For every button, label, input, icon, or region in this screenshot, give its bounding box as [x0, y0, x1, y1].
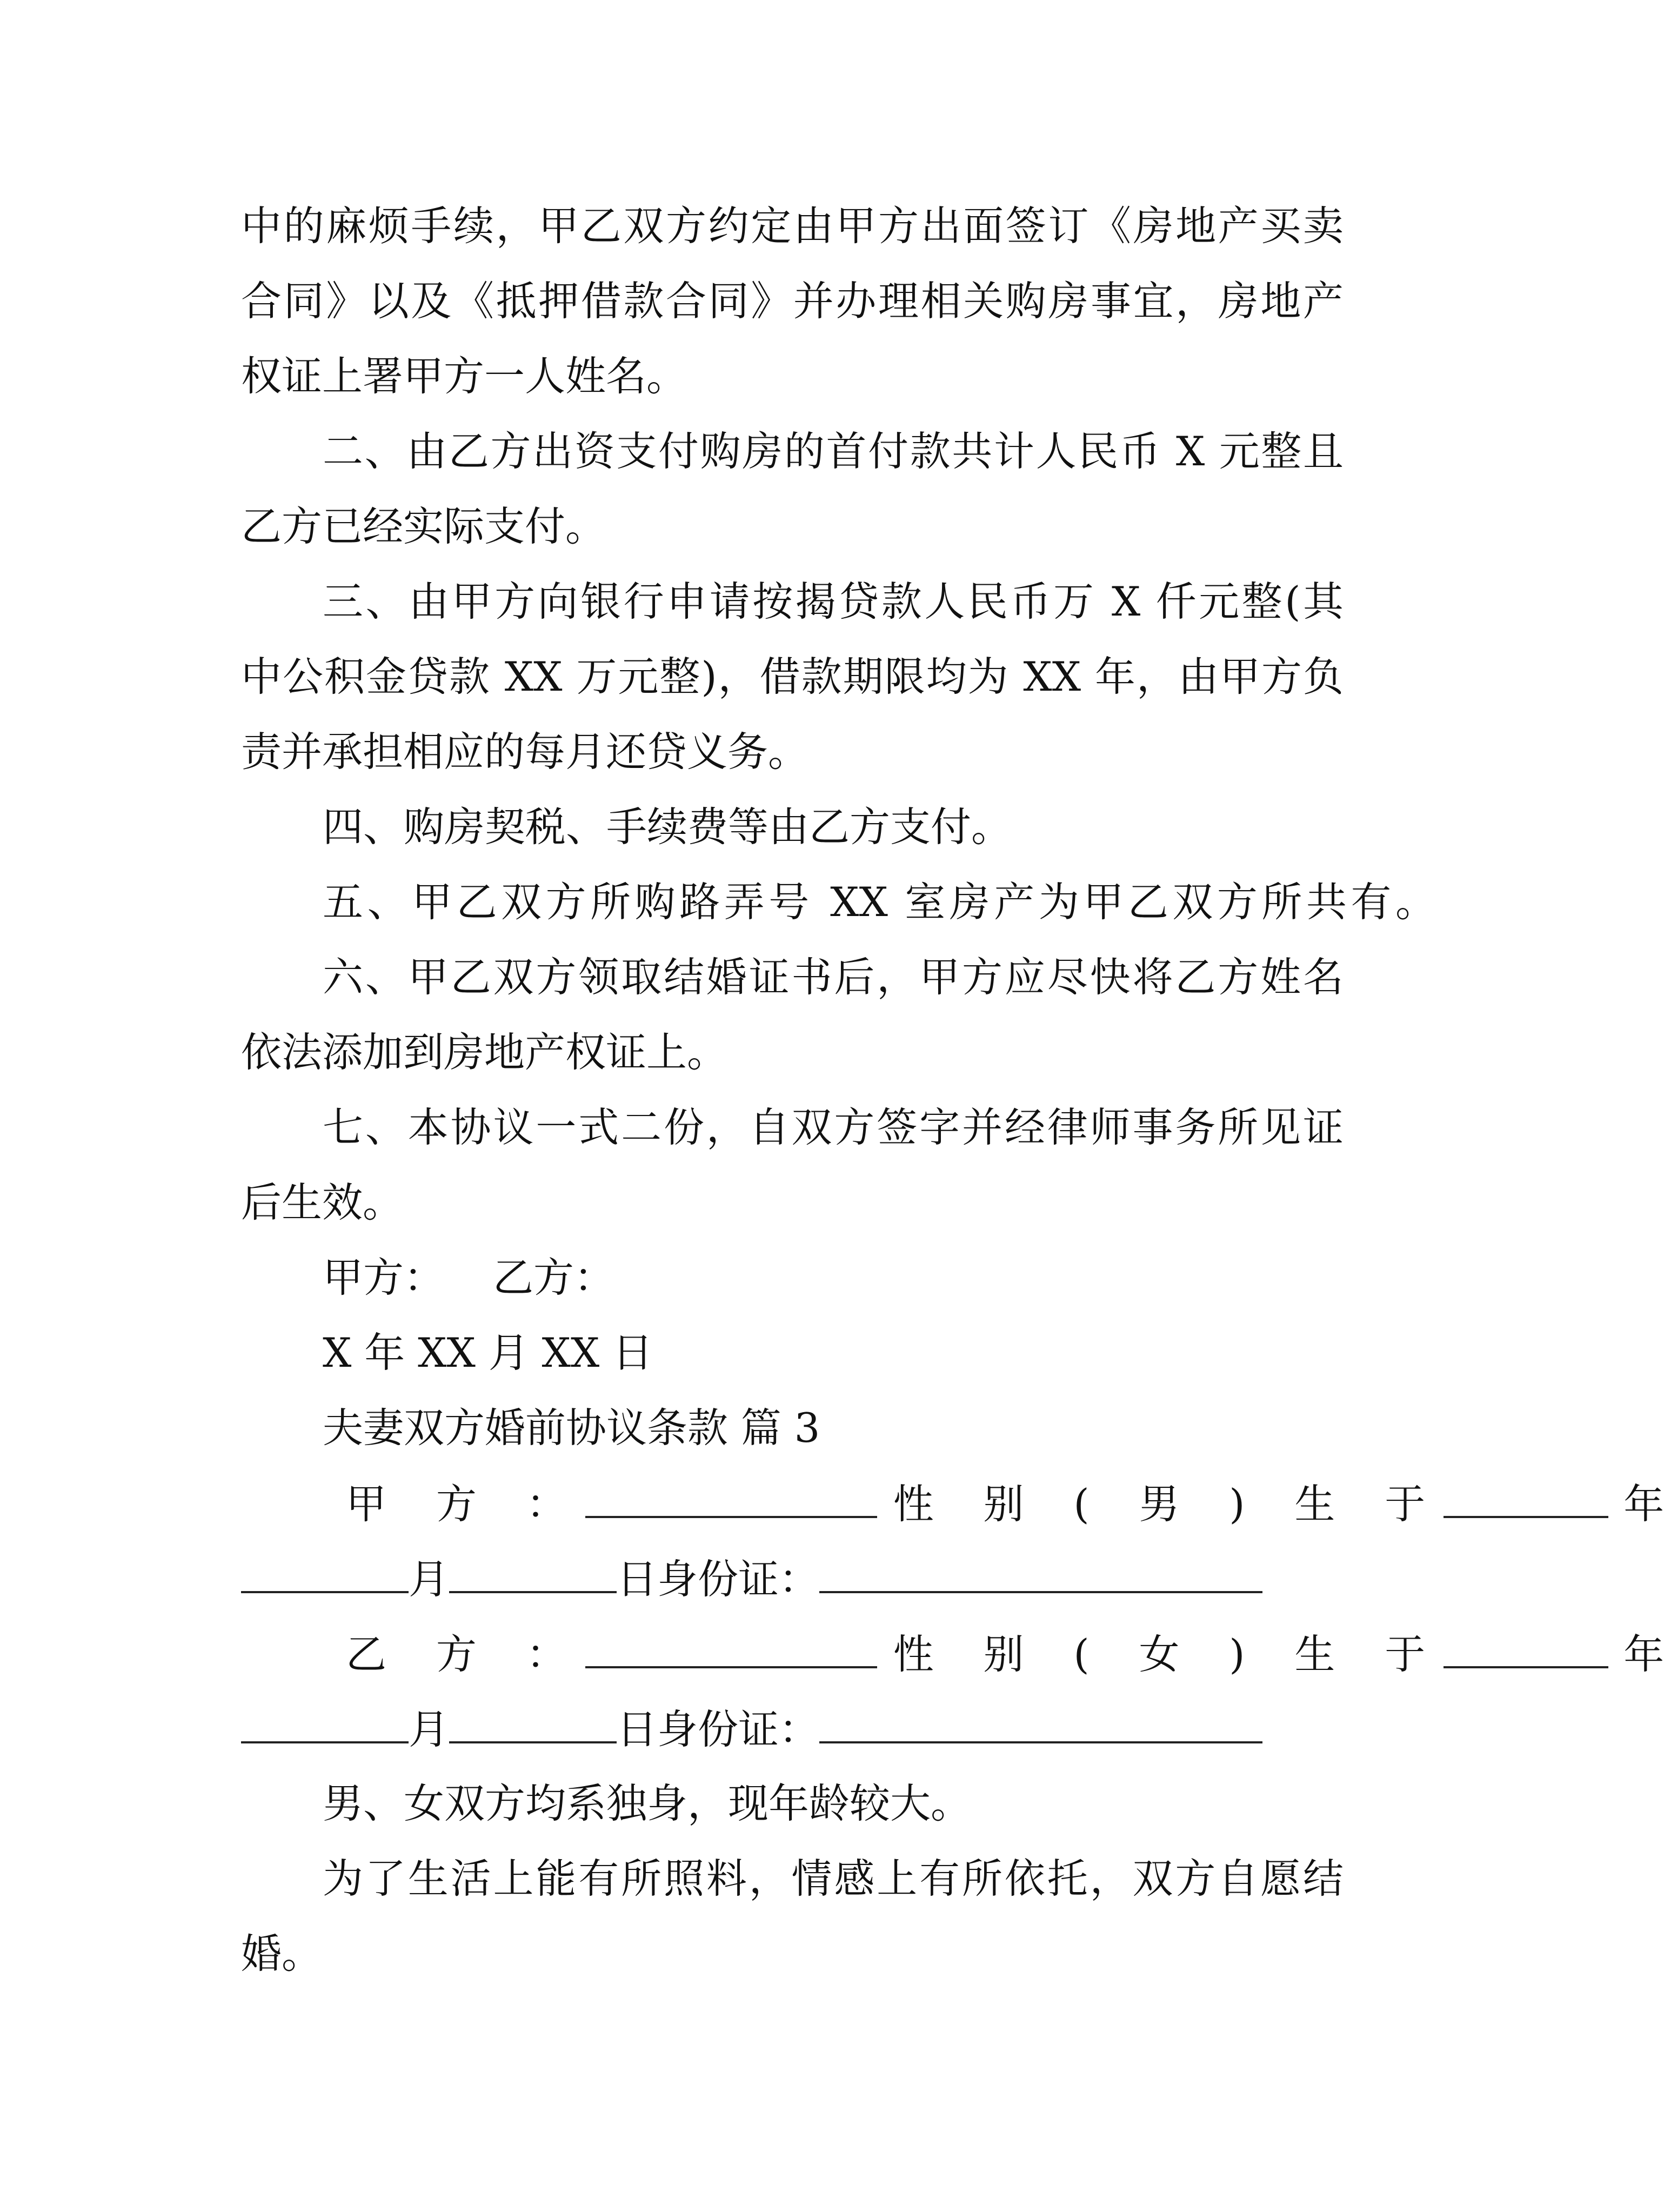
clause-7-line-1: 七、本协议一式二份，自双方签字并经律师事务所见证: [323, 1104, 1344, 1151]
party-b-gender-birth: 性 别 ( 女 ) 生 于: [893, 1630, 1444, 1678]
party-b-day-blank: [449, 1701, 617, 1743]
body-line-2: 合同》以及《抵押借款合同》并办理相关购房事宜，房地产: [241, 277, 1344, 325]
clause-3-line-1: 三、由甲方向银行申请按揭贷款人民币万 X 仟元整(其: [323, 578, 1344, 625]
body-line-3: 权证上署甲方一人姓名。: [241, 352, 687, 400]
section-title: 夫妻双方婚前协议条款 篇 3: [323, 1404, 820, 1452]
party-a-sign-label: 甲方：: [323, 1254, 445, 1301]
party-a-day-id-label: 日身份证：: [617, 1555, 820, 1603]
clause-3-line-3: 责并承担相应的每月还贷义务。: [241, 728, 809, 776]
party-a-month-label: 月: [409, 1555, 450, 1603]
party-b-year-label: 年: [1623, 1630, 1664, 1678]
party-b-sign-label: 乙方：: [493, 1254, 615, 1301]
clause-3-line-2: 中公积金贷款 XX 万元整)，借款期限均为 XX 年，由甲方负: [241, 653, 1344, 700]
party-b-month-blank: [241, 1701, 409, 1743]
party-a-year-blank: [1444, 1476, 1608, 1518]
party-a-day-blank: [449, 1551, 617, 1593]
clause-6-line-1: 六、甲乙双方领取结婚证书后，甲方应尽快将乙方姓名: [323, 953, 1344, 1001]
party-a-month-blank: [241, 1551, 409, 1593]
party-a-id-line: [241, 1551, 1262, 1606]
clause-7-line-2: 后生效。: [241, 1179, 404, 1226]
party-a-gender-birth: 性 别 ( 男 ) 生 于: [893, 1480, 1444, 1528]
party-a-label: 甲 方 ：: [346, 1480, 585, 1528]
clause-4: 四、购房契税、手续费等由乙方支付。: [323, 803, 1012, 851]
party-b-form-line: [346, 1626, 1664, 1681]
party-b-label: 乙 方 ：: [346, 1630, 585, 1678]
clause-6-line-2: 依法添加到房地产权证上。: [241, 1028, 728, 1076]
party-b-id-blank: [819, 1701, 1262, 1743]
party-b-month-label: 月: [409, 1706, 450, 1753]
body-line-1: 中的麻烦手续，甲乙双方约定由甲方出面签订《房地产买卖: [241, 202, 1344, 250]
tail-line-3: 婚。: [241, 1930, 323, 1977]
party-a-year-label: 年: [1623, 1480, 1664, 1528]
party-a-id-blank: [819, 1551, 1262, 1593]
party-b-id-line: [241, 1701, 1262, 1756]
party-a-form-line: [346, 1476, 1664, 1531]
party-b-name-blank: [585, 1626, 877, 1668]
clause-5: 五、甲乙双方所购路弄号 XX 室房产为甲乙双方所共有。: [323, 878, 1436, 926]
party-b-day-id-label: 日身份证：: [617, 1706, 820, 1753]
party-b-year-blank: [1444, 1626, 1608, 1668]
signature-line: [323, 1251, 614, 1305]
party-a-name-blank: [585, 1476, 877, 1518]
date-line: X 年 XX 月 XX 日: [323, 1329, 653, 1376]
tail-line-1: 男、女双方均系独身，现年龄较大。: [323, 1780, 972, 1827]
clause-2-line-2: 乙方已经实际支付。: [241, 503, 606, 550]
tail-line-2: 为了生活上能有所照料，情感上有所依托，双方自愿结: [323, 1855, 1344, 1902]
clause-2-line-1: 二、由乙方出资支付购房的首付款共计人民币 X 元整且: [323, 427, 1344, 475]
